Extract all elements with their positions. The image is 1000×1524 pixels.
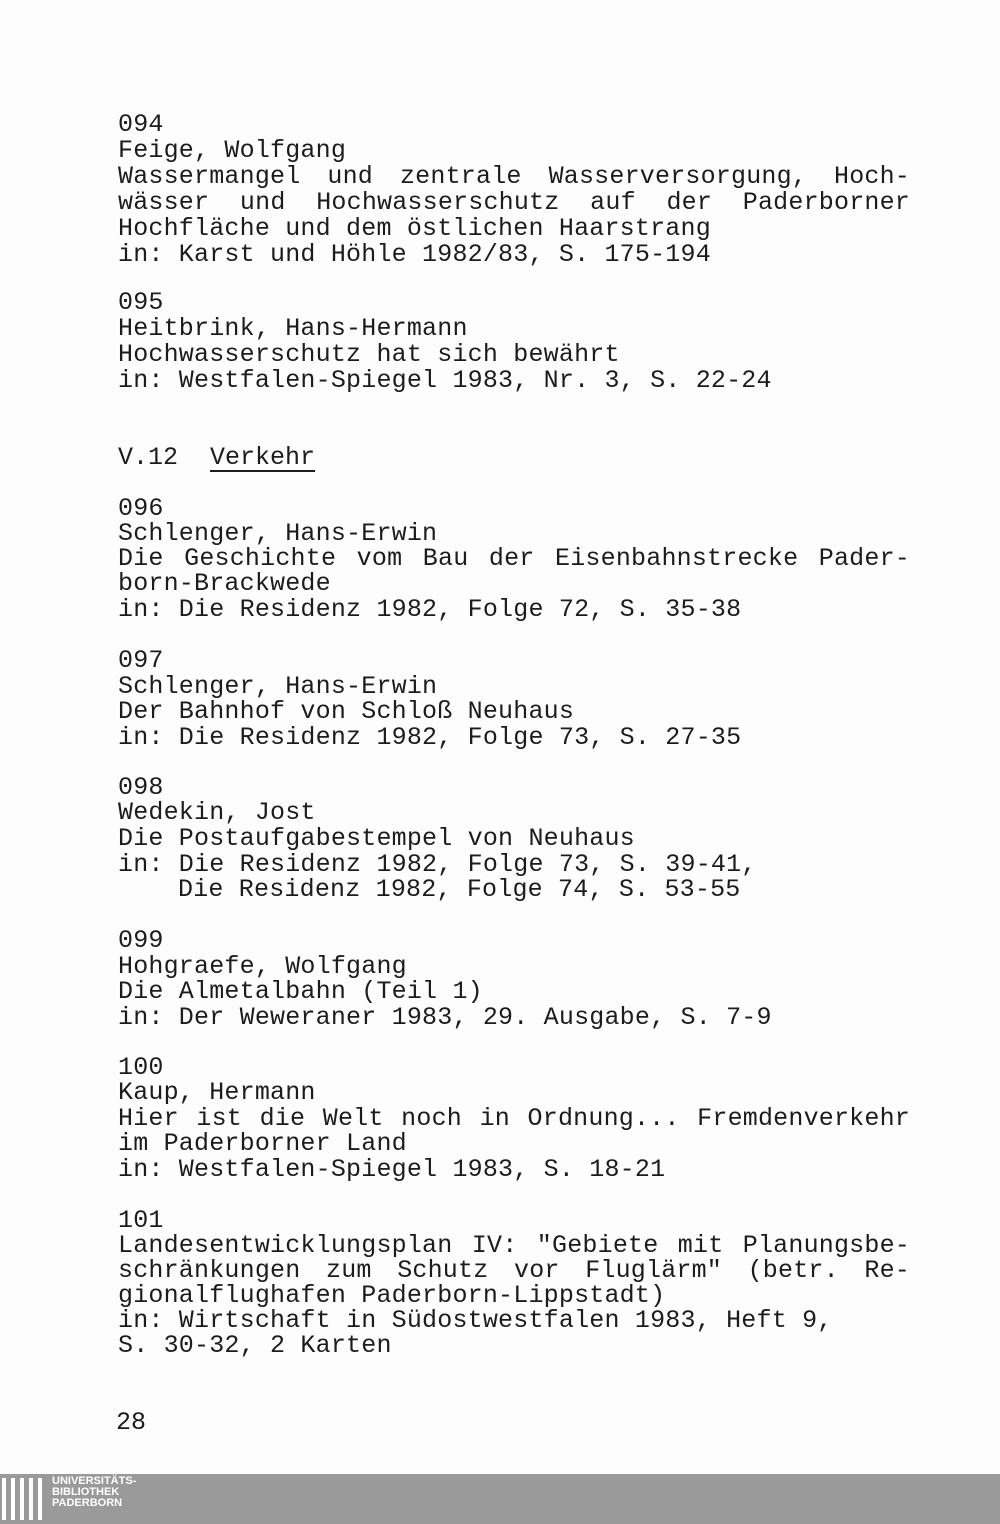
entry-number: 101 xyxy=(118,1206,164,1235)
entry-title-line: schränkungen zum Schutz vor Fluglärm" (betr. Re- xyxy=(118,1256,910,1285)
entry-author: Heitbrink, Hans-Hermann xyxy=(118,314,468,343)
entry-number: 096 xyxy=(118,494,164,523)
entry-source-continued: Die Residenz 1982, Folge 74, S. 53-55 xyxy=(178,875,741,904)
section-number: V.12 xyxy=(118,443,179,472)
entry-title-line: Die Almetalbahn (Teil 1) xyxy=(118,977,483,1006)
entry-author: Kaup, Hermann xyxy=(118,1078,316,1107)
entry-source: in: Westfalen-Spiegel 1983, S. 18-21 xyxy=(118,1155,666,1184)
entry-author: Schlenger, Hans-Erwin xyxy=(118,519,438,548)
entry-number: 098 xyxy=(118,773,164,802)
entry-title-line: born-Brackwede xyxy=(118,569,331,598)
entry-source: in: Die Residenz 1982, Folge 73, S. 39-41, xyxy=(118,850,757,879)
entry-source: in: Wirtschaft in Südostwestfalen 1983, Heft 9, xyxy=(118,1306,833,1335)
entry-title-line: Wassermangel und zentrale Wasserversorgung, Hoch- xyxy=(118,162,910,191)
entry-title-line: Hochfläche und dem östlichen Haarstrang xyxy=(118,214,711,243)
library-name-line: UNIVERSITÄTS- xyxy=(52,1475,137,1487)
entry-author: Feige, Wolfgang xyxy=(118,136,347,165)
entry-title-line: im Paderborner Land xyxy=(118,1129,407,1158)
entry-number: 100 xyxy=(118,1053,164,1082)
entry-source-continued: S. 30-32, 2 Karten xyxy=(118,1331,392,1360)
entry-title-line: wässer und Hochwasserschutz auf der Paderborner xyxy=(118,188,910,217)
entry-title-line: Der Bahnhof von Schloß Neuhaus xyxy=(118,697,575,726)
entry-source: in: Westfalen-Spiegel 1983, Nr. 3, S. 22-24 xyxy=(118,366,772,395)
library-name-line: BIBLIOTHEK xyxy=(52,1486,120,1498)
entry-source: in: Der Weweraner 1983, 29. Ausgabe, S. 7-9 xyxy=(118,1003,772,1032)
entry-title-line: gionalflughafen Paderborn-Lippstadt) xyxy=(118,1281,666,1310)
section-title: Verkehr xyxy=(210,443,316,472)
entry-number: 097 xyxy=(118,646,164,675)
entry-title-line: Hier ist die Welt noch in Ordnung... Fremdenverkehr xyxy=(118,1104,910,1133)
entry-number: 099 xyxy=(118,926,164,955)
entry-source: in: Die Residenz 1982, Folge 72, S. 35-38 xyxy=(118,595,742,624)
entry-number: 094 xyxy=(118,110,164,139)
library-name-line: PADERBORN xyxy=(52,1497,123,1509)
entry-author: Wedekin, Jost xyxy=(118,798,316,827)
entry-title-line: Die Postaufgabestempel von Neuhaus xyxy=(118,824,635,853)
page-number: 28 xyxy=(116,1408,147,1437)
entry-title-line: Landesentwicklungsplan IV: "Gebiete mit Planungsbe- xyxy=(118,1231,910,1260)
entry-author: Hohgraefe, Wolfgang xyxy=(118,952,407,981)
entry-title-line: Hochwasserschutz hat sich bewährt xyxy=(118,340,620,369)
library-name xyxy=(52,1476,136,1509)
entry-title-line: Die Geschichte vom Bau der Eisenbahnstrecke Pader- xyxy=(118,544,910,573)
entry-number: 095 xyxy=(118,288,164,317)
library-logo-icon xyxy=(2,1478,42,1520)
entry-source: in: Die Residenz 1982, Folge 73, S. 27-35 xyxy=(118,723,742,752)
entry-source: in: Karst und Höhle 1982/83, S. 175-194 xyxy=(118,240,711,269)
entry-author: Schlenger, Hans-Erwin xyxy=(118,672,438,701)
library-footer xyxy=(0,1474,1000,1524)
